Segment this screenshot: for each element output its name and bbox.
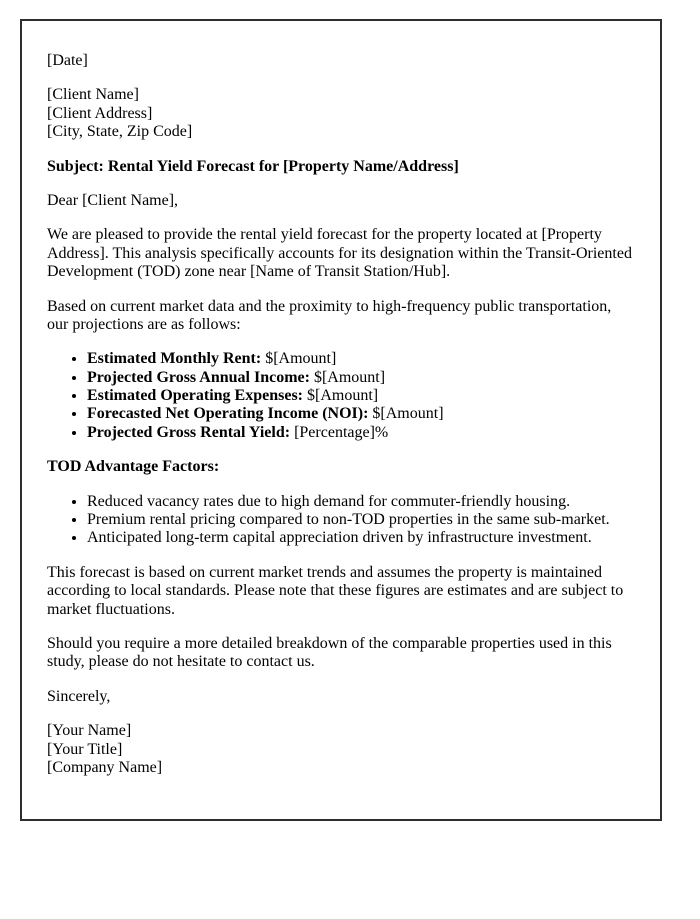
projection-label: Projected Gross Rental Yield:	[87, 423, 291, 441]
projections-list	[47, 350, 635, 442]
signature-company: [Company Name]	[47, 758, 163, 776]
signature-title: [Your Title]	[47, 740, 123, 758]
projection-label: Estimated Monthly Rent:	[87, 350, 262, 368]
projection-value: $[Amount]	[265, 350, 337, 368]
recipient-block	[47, 86, 635, 141]
projection-value: $[Amount]	[307, 387, 379, 405]
projection-label: Projected Gross Annual Income:	[87, 368, 310, 386]
list-item	[87, 405, 635, 423]
tod-advantage-heading: TOD Advantage Factors:	[47, 458, 220, 476]
letter-document	[20, 19, 662, 821]
signoff: Sincerely,	[47, 687, 111, 705]
list-item: • Reduced vacancy rates due to high demand for commuter-friendly housing.	[87, 493, 635, 511]
list-item: • Anticipated long-term capital appreciation driven by infrastructure investment.	[87, 529, 635, 547]
list-item	[87, 350, 635, 368]
projection-label: Estimated Operating Expenses:	[87, 387, 303, 405]
recipient-address: [Client Address]	[47, 104, 153, 122]
subject-line: Subject: Rental Yield Forecast for [Property Name/Address]	[47, 157, 459, 175]
projection-label: Forecasted Net Operating Income (NOI):	[87, 405, 369, 423]
recipient-city-state-zip: [City, State, Zip Code]	[47, 123, 193, 141]
tod-factors-list	[47, 493, 635, 548]
contact-paragraph: Should you require a more detailed breakdown of the comparable properties used in this study, please do not hesitate to contact us.	[47, 634, 612, 671]
intro-paragraph: We are pleased to provide the rental yield forecast for the property located at [Property Address]. This analysis specifically accounts for its designation within the Transit-Oriented Development (TOD) zone near [Name of Transit Station/Hub].	[47, 226, 632, 281]
date-line: [Date]	[47, 52, 88, 69]
list-item	[87, 369, 635, 387]
list-item	[87, 387, 635, 405]
signature-block	[47, 722, 635, 777]
basis-paragraph: Based on current market data and the proximity to high-frequency public transportation, our projections are as follows:	[47, 297, 612, 333]
projection-value: $[Amount]	[313, 368, 386, 386]
salutation: Dear [Client Name],	[47, 191, 179, 209]
projection-value: $[Amount]	[372, 405, 444, 423]
list-item: • Premium rental pricing compared to non-TOD properties in the same sub-market.	[87, 511, 635, 529]
recipient-name: [Client Name]	[47, 86, 139, 104]
signature-name: [Your Name]	[47, 722, 132, 740]
disclaimer-paragraph: This forecast is based on current market trends and assumes the property is maintained according to local standards. Please note that these figures are estimates and are subject to market fluctuations.	[47, 563, 624, 618]
list-item	[87, 424, 635, 442]
projection-value: [Percentage]%	[294, 423, 389, 441]
